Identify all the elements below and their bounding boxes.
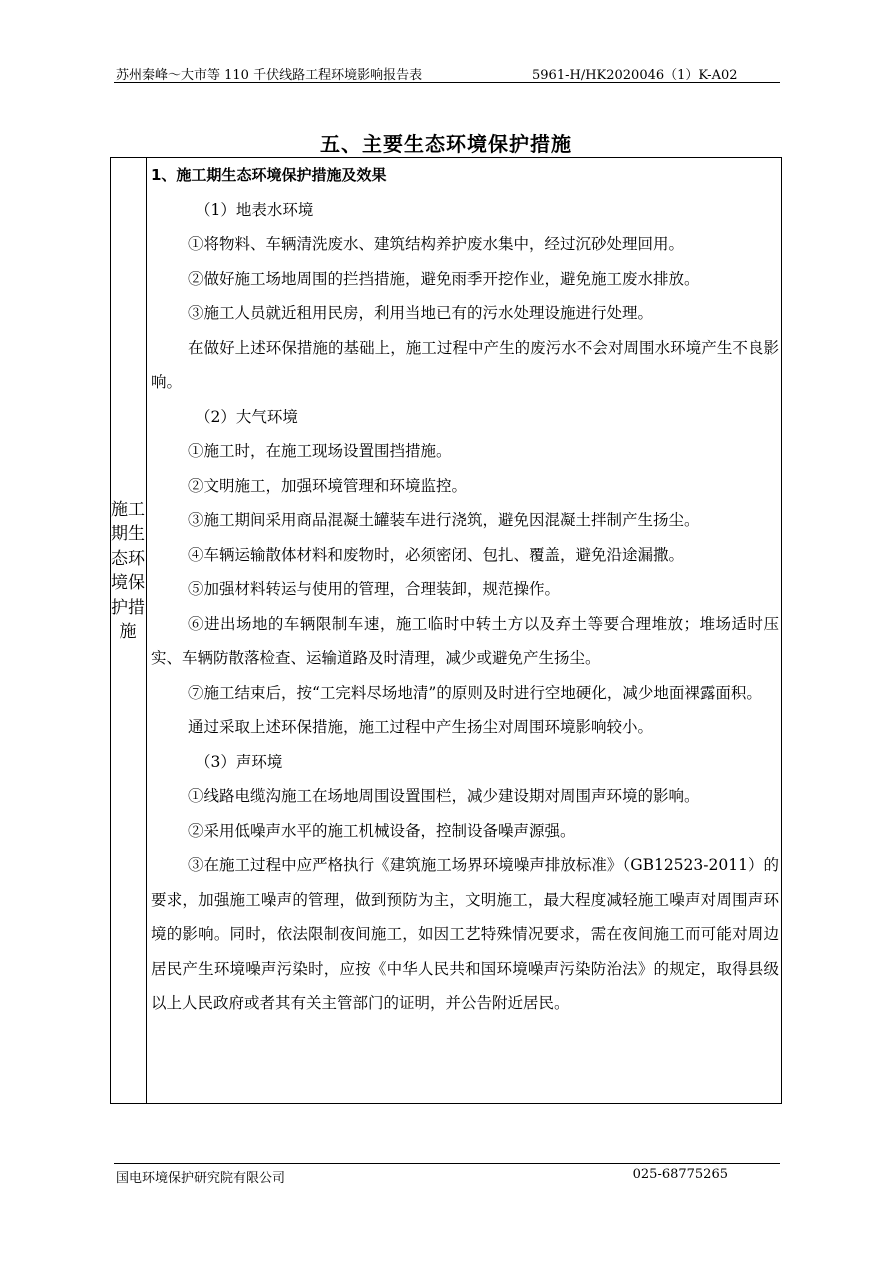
side-label-cell	[111, 158, 147, 1103]
content-line: ⑦施工结束后，按“工完料尽场地清”的原则及时进行空地硬化，减少地面裸露面积。	[188, 683, 762, 702]
header-report-title: 苏州秦峰～大市等 110 千伏线路工程环境影响报告表	[116, 68, 423, 83]
content-line: ⑥进出场地的车辆限制车速，施工临时中转土方以及弃土等要合理堆放；堆场适时压实、车辆防散落检查、运输道路及时清理，减少或避免产生扬尘。	[151, 614, 779, 667]
content-line: （1）地表水环境	[195, 200, 314, 219]
content-line: ②文明施工，加强环境管理和环境监控。	[188, 476, 468, 495]
header-doc-number: 5961-H/HK2020046（1）K-A02	[532, 68, 738, 83]
content-line: ①施工时，在施工现场设置围挡措施。	[188, 442, 452, 460]
page-header	[114, 62, 780, 83]
content-line: （2）大气环境	[195, 407, 298, 426]
content-line: （3）声环境	[195, 752, 283, 771]
content-line: ①线路电缆沟施工在场地周围设置围栏，减少建设期对周围声环境的影响。	[188, 787, 700, 805]
content-line: ②采用低噪声水平的施工机械设备，控制设备噪声源强。	[188, 821, 576, 840]
content-line: 通过采取上述环保措施，施工过程中产生扬尘对周围环境影响较小。	[188, 718, 654, 736]
measures-table	[110, 157, 782, 1104]
content-line: 在做好上述环保措施的基础上，施工过程中产生的废污水不会对周围水环境产生不良影响。	[151, 338, 779, 391]
content-line: ③在施工过程中应严格执行《建筑施工场界环境噪声排放标准》（GB12523-2011）的要求，加强施工噪声的管理，做到预防为主，文明施工，最大程度减轻施工噪声对周围声环境的影响。同时，依法限制夜间施工，如因工艺特殊情况要求，需在夜间施工而可能对周边居民产生环境噪声污染时，应按《中华人民共和国环境噪声污染防治法》的规定，取得县级以上人民政府或者其有关主管部门的证明，并公告附近居民。	[151, 856, 779, 1012]
content-line: ⑤加强材料转运与使用的管理，合理装卸，规范操作。	[188, 580, 561, 598]
side-label: 施工期生态环境保护措施	[111, 500, 145, 643]
section-title: 五、主要生态环境保护措施	[320, 132, 572, 156]
content-line: ②做好施工场地周围的拦挡措施，避免雨季开挖作业，避免施工废水排放。	[188, 269, 700, 288]
page-footer	[114, 1163, 780, 1184]
footer-phone: 025-68775265	[632, 1167, 728, 1182]
content-line: ①将物料、车辆清洗废水、建筑结构养护废水集中，经过沉砂处理回用。	[188, 235, 685, 253]
content-line: ③施工期间采用商品混凝土罐装车进行浇筑，避免因混凝土拌制产生扬尘。	[188, 511, 700, 529]
content-heading: 1、施工期生态环境保护措施及效果	[151, 166, 387, 184]
content-line: ④车辆运输散体材料和废物时，必须密闭、包扎、覆盖，避免沿途漏撒。	[188, 545, 685, 564]
content-line: ③施工人员就近租用民房，利用当地已有的污水处理设施进行处理。	[188, 304, 654, 322]
footer-organization: 国电环境保护研究院有限公司	[116, 1171, 286, 1186]
content-cell	[151, 158, 779, 1021]
